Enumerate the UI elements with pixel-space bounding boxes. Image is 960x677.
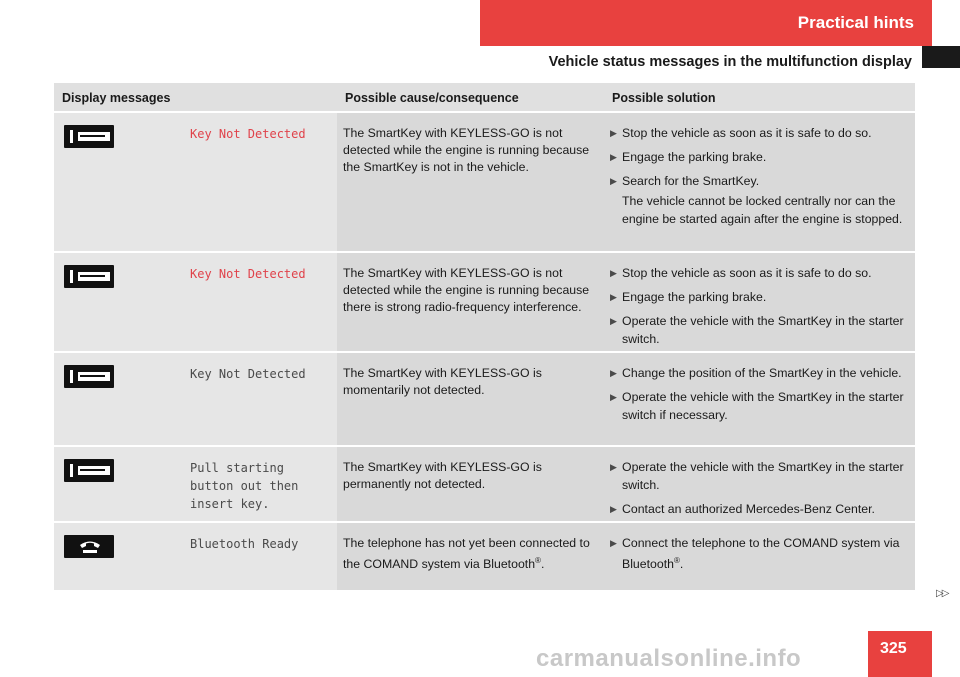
smartkey-icon <box>64 365 114 388</box>
display-message: Pull starting button out then insert key. <box>190 461 299 511</box>
section-title: Practical hints <box>797 13 914 32</box>
solution-item: ▶ Engage the parking brake. <box>610 150 767 164</box>
table-header-row <box>54 83 915 113</box>
column-header-solution: Possible solution <box>612 91 716 105</box>
step-arrow-icon: ▶ <box>610 462 617 472</box>
step-arrow-icon: ▶ <box>610 152 617 162</box>
step-arrow-icon: ▶ <box>610 176 617 186</box>
solution-list <box>604 447 915 521</box>
status-messages-table <box>54 83 915 592</box>
solution-item: ▶ Stop the vehicle as soon as it is safe to do so. <box>610 266 872 280</box>
smartkey-icon <box>64 265 114 288</box>
column-header-display-messages: Display messages <box>62 91 171 105</box>
page-number: 325 <box>880 640 907 657</box>
step-arrow-icon: ▶ <box>610 292 617 302</box>
table-row <box>54 113 915 253</box>
solution-item: ▶ Connect the telephone to the COMAND system via Bluetooth®. <box>610 536 900 572</box>
step-arrow-icon: ▶ <box>610 504 617 514</box>
step-arrow-icon: ▶ <box>610 538 617 548</box>
page-subtitle: Vehicle status messages in the multifunction display <box>548 54 912 70</box>
display-message: Key Not Detected <box>190 127 306 141</box>
table-row <box>54 523 915 592</box>
cause-text: The SmartKey with KEYLESS-GO is not detected while the engine is running because the SmartKey is not in the vehicle. <box>337 113 604 251</box>
solution-item: ▶ Search for the SmartKey. <box>610 174 760 188</box>
header-marker-block <box>922 46 960 68</box>
solution-note: The vehicle cannot be locked centrally nor can the engine be started again after the engine is stopped. <box>622 194 903 226</box>
watermark-text: carmanualsonline.info <box>536 645 802 672</box>
solution-item: ▶ Engage the parking brake. <box>610 290 767 304</box>
solution-item: ▶ Change the position of the SmartKey in the vehicle. <box>610 366 902 380</box>
solution-item: ▶ Contact an authorized Mercedes-Benz Center. <box>610 502 875 516</box>
display-message: Key Not Detected <box>190 267 306 281</box>
column-header-cause: Possible cause/consequence <box>345 91 519 105</box>
solution-list <box>604 523 915 590</box>
solution-item: ▶ Stop the vehicle as soon as it is safe to do so. <box>610 126 872 140</box>
solution-item: ▶ Operate the vehicle with the SmartKey in the starter switch. <box>610 314 904 346</box>
table-row <box>54 353 915 447</box>
smartkey-icon <box>64 125 114 148</box>
solution-item: ▶ Operate the vehicle with the SmartKey in the starter switch if necessary. <box>610 390 904 422</box>
table-row <box>54 447 915 523</box>
continue-arrow-icon: ▷▷ <box>936 588 948 599</box>
step-arrow-icon: ▶ <box>610 128 617 138</box>
telephone-icon <box>64 535 114 558</box>
display-message: Key Not Detected <box>190 367 306 381</box>
cause-text: The SmartKey with KEYLESS-GO is permanently not detected. <box>337 447 604 521</box>
solution-item: ▶ Operate the vehicle with the SmartKey in the starter switch. <box>610 460 904 492</box>
table-row <box>54 253 915 353</box>
cause-text: The SmartKey with KEYLESS-GO is not detected while the engine is running because there is strong radio-frequency interference. <box>337 253 604 351</box>
solution-list <box>604 113 915 251</box>
step-arrow-icon: ▶ <box>610 316 617 326</box>
cause-text: The telephone has not yet been connected to the COMAND system via Bluetooth®. <box>337 523 604 590</box>
smartkey-icon <box>64 459 114 482</box>
solution-list <box>604 253 915 351</box>
step-arrow-icon: ▶ <box>610 392 617 402</box>
solution-list <box>604 353 915 445</box>
step-arrow-icon: ▶ <box>610 268 617 278</box>
step-arrow-icon: ▶ <box>610 368 617 378</box>
display-message: Bluetooth Ready <box>190 537 299 551</box>
cause-text: The SmartKey with KEYLESS-GO is momentarily not detected. <box>337 353 604 445</box>
